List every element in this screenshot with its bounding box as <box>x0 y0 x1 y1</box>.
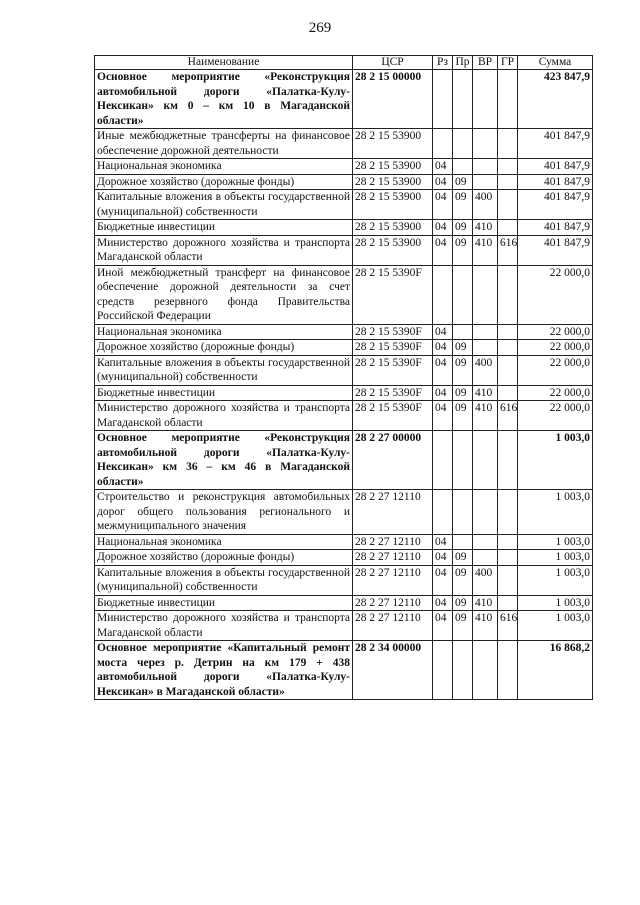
row-pr: 09 <box>453 595 473 611</box>
row-code: 28 2 15 53900 <box>353 235 433 265</box>
table-row <box>95 611 593 641</box>
row-pr: 09 <box>453 565 473 595</box>
row-rz: 04 <box>433 220 453 236</box>
row-vr <box>473 641 498 700</box>
row-code: 28 2 15 5390F <box>353 265 433 324</box>
table-row <box>95 355 593 385</box>
row-vr <box>473 70 498 129</box>
row-code: 28 2 15 00000 <box>353 70 433 129</box>
row-name: Дорожное хозяйство (дорожные фонды) <box>95 550 353 566</box>
col-header-vr: ВР <box>473 56 498 70</box>
row-code: 28 2 27 12110 <box>353 595 433 611</box>
row-vr: 410 <box>473 385 498 401</box>
row-rz: 04 <box>433 324 453 340</box>
row-gr: 616 <box>498 611 518 641</box>
row-sum: 16 868,2 <box>518 641 593 700</box>
row-rz <box>433 641 453 700</box>
table-row <box>95 324 593 340</box>
row-rz: 04 <box>433 340 453 356</box>
row-name: Строительство и реконструкция автомобильных дорог общего пользования регионального и межмуниципального значения <box>95 490 353 535</box>
row-gr <box>498 265 518 324</box>
row-vr: 400 <box>473 355 498 385</box>
row-sum: 22 000,0 <box>518 340 593 356</box>
row-sum: 401 847,9 <box>518 129 593 159</box>
row-code: 28 2 34 00000 <box>353 641 433 700</box>
table-row <box>95 534 593 550</box>
row-vr <box>473 550 498 566</box>
row-code: 28 2 15 53900 <box>353 220 433 236</box>
row-sum: 1 003,0 <box>518 595 593 611</box>
row-code: 28 2 27 12110 <box>353 534 433 550</box>
row-sum: 401 847,9 <box>518 159 593 175</box>
row-name: Капитальные вложения в объекты государственной (муниципальной) собственности <box>95 355 353 385</box>
row-pr <box>453 534 473 550</box>
row-rz: 04 <box>433 534 453 550</box>
row-code: 28 2 15 53900 <box>353 129 433 159</box>
table-row <box>95 490 593 535</box>
table-row <box>95 190 593 220</box>
row-vr <box>473 129 498 159</box>
row-rz <box>433 431 453 490</box>
row-sum: 401 847,9 <box>518 235 593 265</box>
row-code: 28 2 15 53900 <box>353 190 433 220</box>
row-gr <box>498 534 518 550</box>
row-code: 28 2 27 12110 <box>353 490 433 535</box>
row-rz: 04 <box>433 355 453 385</box>
row-name: Иные межбюджетные трансферты на финансовое обеспечение дорожной деятельности <box>95 129 353 159</box>
row-name: Дорожное хозяйство (дорожные фонды) <box>95 174 353 190</box>
row-pr <box>453 324 473 340</box>
col-header-name: Наименование <box>95 56 353 70</box>
row-pr: 09 <box>453 611 473 641</box>
row-name: Министерство дорожного хозяйства и транспорта Магаданской области <box>95 611 353 641</box>
row-sum: 1 003,0 <box>518 550 593 566</box>
row-rz: 04 <box>433 565 453 595</box>
col-header-code: ЦСР <box>353 56 433 70</box>
row-gr <box>498 129 518 159</box>
row-gr <box>498 190 518 220</box>
row-vr <box>473 534 498 550</box>
row-gr <box>498 641 518 700</box>
row-pr: 09 <box>453 355 473 385</box>
row-gr <box>498 550 518 566</box>
row-rz: 04 <box>433 190 453 220</box>
row-sum: 1 003,0 <box>518 490 593 535</box>
row-rz <box>433 70 453 129</box>
row-gr <box>498 220 518 236</box>
budget-table <box>94 55 593 700</box>
row-gr <box>498 159 518 175</box>
row-vr: 410 <box>473 401 498 431</box>
table-row <box>95 595 593 611</box>
row-sum: 1 003,0 <box>518 565 593 595</box>
row-pr <box>453 490 473 535</box>
row-pr: 09 <box>453 385 473 401</box>
row-name: Капитальные вложения в объекты государственной (муниципальной) собственности <box>95 565 353 595</box>
row-rz: 04 <box>433 550 453 566</box>
table-row <box>95 70 593 129</box>
row-name: Министерство дорожного хозяйства и транспорта Магаданской области <box>95 401 353 431</box>
table-row <box>95 159 593 175</box>
row-vr <box>473 324 498 340</box>
row-gr <box>498 490 518 535</box>
row-rz: 04 <box>433 159 453 175</box>
table-row <box>95 129 593 159</box>
row-code: 28 2 15 5390F <box>353 385 433 401</box>
table-row <box>95 265 593 324</box>
col-header-sum: Сумма <box>518 56 593 70</box>
row-vr: 410 <box>473 595 498 611</box>
col-header-pr: Пр <box>453 56 473 70</box>
table-row <box>95 340 593 356</box>
row-sum: 22 000,0 <box>518 401 593 431</box>
row-pr <box>453 431 473 490</box>
row-code: 28 2 27 00000 <box>353 431 433 490</box>
row-name: Основное мероприятие «Реконструкция автомобильной дороги «Палатка-Кулу-Нексикан» км 36 – км 46 в Магаданской области» <box>95 431 353 490</box>
row-name: Капитальные вложения в объекты государственной (муниципальной) собственности <box>95 190 353 220</box>
row-code: 28 2 15 53900 <box>353 174 433 190</box>
row-name: Бюджетные инвестиции <box>95 220 353 236</box>
row-code: 28 2 27 12110 <box>353 611 433 641</box>
row-code: 28 2 15 53900 <box>353 159 433 175</box>
row-vr: 410 <box>473 220 498 236</box>
row-vr <box>473 340 498 356</box>
row-rz <box>433 490 453 535</box>
row-gr <box>498 565 518 595</box>
row-pr: 09 <box>453 174 473 190</box>
table-row <box>95 550 593 566</box>
row-gr <box>498 431 518 490</box>
table-row <box>95 565 593 595</box>
row-sum: 423 847,9 <box>518 70 593 129</box>
row-name: Национальная экономика <box>95 324 353 340</box>
col-header-rz: Рз <box>433 56 453 70</box>
row-rz: 04 <box>433 595 453 611</box>
row-rz: 04 <box>433 385 453 401</box>
row-vr: 410 <box>473 611 498 641</box>
row-vr <box>473 490 498 535</box>
row-name: Основное мероприятие «Реконструкция автомобильной дороги «Палатка-Кулу-Нексикан» км 0 – км 10 в Магаданской области» <box>95 70 353 129</box>
row-name: Основное мероприятие «Капитальный ремонт моста через р. Детрин на км 179 + 438 автомобильной дороги «Палатка-Кулу-Нексикан» в Магаданской области» <box>95 641 353 700</box>
row-name: Бюджетные инвестиции <box>95 385 353 401</box>
row-pr <box>453 265 473 324</box>
row-sum: 22 000,0 <box>518 324 593 340</box>
row-sum: 401 847,9 <box>518 174 593 190</box>
row-name: Иной межбюджетный трансферт на финансовое обеспечение дорожной деятельности за счет средств резервного фонда Правительства Российской Федерации <box>95 265 353 324</box>
row-code: 28 2 27 12110 <box>353 550 433 566</box>
row-sum: 22 000,0 <box>518 355 593 385</box>
row-sum: 1 003,0 <box>518 611 593 641</box>
table-header-row <box>95 56 593 70</box>
table-row <box>95 401 593 431</box>
row-gr: 616 <box>498 235 518 265</box>
table-row <box>95 431 593 490</box>
table-row <box>95 220 593 236</box>
row-gr <box>498 70 518 129</box>
row-rz: 04 <box>433 611 453 641</box>
row-name: Бюджетные инвестиции <box>95 595 353 611</box>
row-sum: 401 847,9 <box>518 190 593 220</box>
row-rz: 04 <box>433 235 453 265</box>
row-rz <box>433 129 453 159</box>
row-gr <box>498 595 518 611</box>
row-pr: 09 <box>453 401 473 431</box>
row-gr <box>498 355 518 385</box>
table-row <box>95 641 593 700</box>
row-name: Национальная экономика <box>95 159 353 175</box>
table-row <box>95 385 593 401</box>
row-pr: 09 <box>453 190 473 220</box>
row-vr: 400 <box>473 565 498 595</box>
row-code: 28 2 27 12110 <box>353 565 433 595</box>
row-sum: 22 000,0 <box>518 385 593 401</box>
row-gr: 616 <box>498 401 518 431</box>
row-vr: 410 <box>473 235 498 265</box>
row-gr <box>498 324 518 340</box>
row-pr: 09 <box>453 550 473 566</box>
row-code: 28 2 15 5390F <box>353 401 433 431</box>
row-name: Национальная экономика <box>95 534 353 550</box>
row-name: Министерство дорожного хозяйства и транспорта Магаданской области <box>95 235 353 265</box>
row-vr <box>473 159 498 175</box>
row-pr <box>453 70 473 129</box>
row-code: 28 2 15 5390F <box>353 340 433 356</box>
row-pr: 09 <box>453 235 473 265</box>
row-sum: 22 000,0 <box>518 265 593 324</box>
row-pr <box>453 641 473 700</box>
row-sum: 401 847,9 <box>518 220 593 236</box>
row-rz <box>433 265 453 324</box>
row-code: 28 2 15 5390F <box>353 324 433 340</box>
row-sum: 1 003,0 <box>518 431 593 490</box>
row-code: 28 2 15 5390F <box>353 355 433 385</box>
row-pr: 09 <box>453 220 473 236</box>
row-vr <box>473 174 498 190</box>
row-gr <box>498 340 518 356</box>
row-rz: 04 <box>433 174 453 190</box>
col-header-gr: ГР <box>498 56 518 70</box>
row-pr <box>453 129 473 159</box>
row-vr <box>473 431 498 490</box>
row-sum: 1 003,0 <box>518 534 593 550</box>
row-vr <box>473 265 498 324</box>
table-row <box>95 174 593 190</box>
table-row <box>95 235 593 265</box>
row-gr <box>498 174 518 190</box>
row-rz: 04 <box>433 401 453 431</box>
row-gr <box>498 385 518 401</box>
row-pr <box>453 159 473 175</box>
row-name: Дорожное хозяйство (дорожные фонды) <box>95 340 353 356</box>
row-vr: 400 <box>473 190 498 220</box>
page-number: 269 <box>308 20 332 36</box>
row-pr: 09 <box>453 340 473 356</box>
